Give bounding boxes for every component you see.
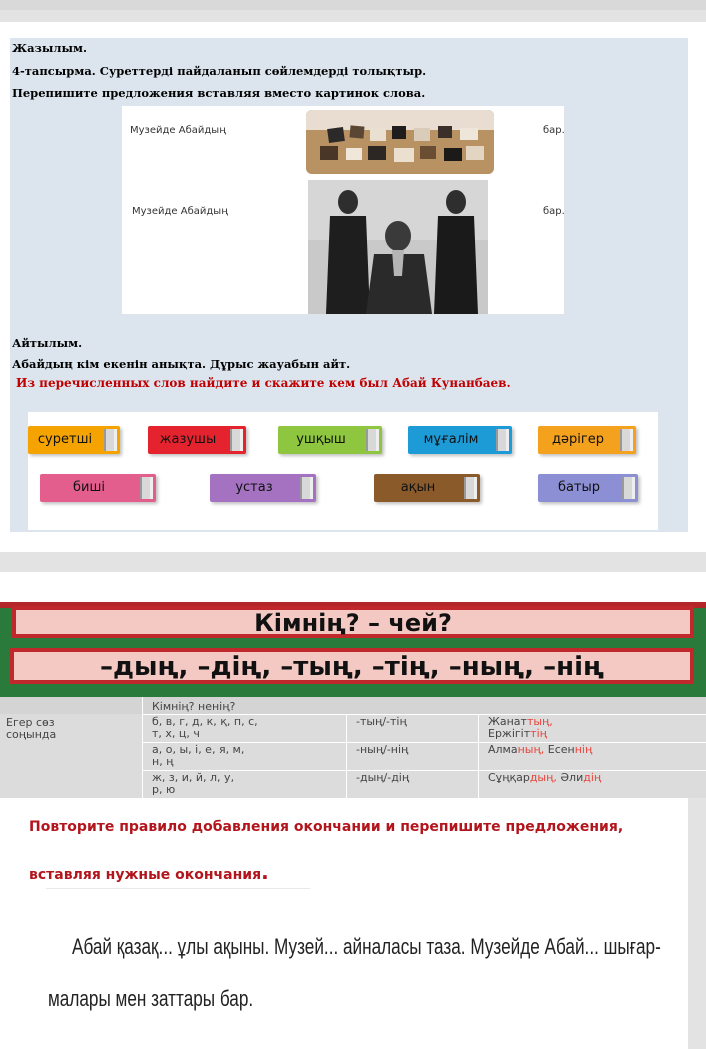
exercise-line1: Абай қазақ... ұлы ақыны. Музей... айналасы таза. Музейде Абай... шығар- (72, 934, 661, 959)
word-chip-label: батыр (557, 480, 601, 495)
example-stem: Алма (488, 743, 518, 756)
instruction-line1: Повторите правило добавления окончании и перепишите предложения, (29, 819, 624, 835)
speaking-heading: Айтылым. (12, 336, 83, 350)
word-chip-label: суретші (37, 432, 93, 447)
row-letters: б, в, г, д, к, қ, п, с, (152, 715, 258, 728)
abai-historical-photo (308, 180, 488, 314)
example-ending: ның, (517, 743, 545, 756)
task4-ru: Перепишите предложения вставляя вместо картинок слова. (12, 86, 426, 100)
row-letters: р, ю (152, 783, 176, 796)
row-example (488, 744, 592, 755)
word-chip-label: ақын (400, 480, 436, 495)
divider (0, 798, 706, 799)
sentence1-end: бар. (543, 125, 565, 136)
row-example (488, 716, 553, 727)
instruction-line2 (29, 860, 269, 884)
word-chip-label: жазушы (159, 432, 217, 447)
chip-tab (620, 429, 630, 451)
chip-tab (632, 477, 635, 499)
word-chip[interactable] (210, 474, 316, 502)
chip-tab (300, 477, 310, 499)
row-suffix: -тың/-тің (356, 715, 407, 728)
row-suffix: -ның/-нің (356, 743, 409, 756)
example-stem: Сұңқар (488, 771, 530, 784)
chip-tab (240, 429, 243, 451)
example-ending: тің (530, 727, 547, 740)
sentence1-start: Музейде Абайдың (130, 125, 226, 136)
grammar-table (0, 697, 706, 798)
word-chip[interactable] (40, 474, 156, 502)
grammar-endings: –дың, –дің, –тың, –тің, –ның, –нің (10, 648, 694, 684)
word-chip-label: устаз (235, 480, 273, 495)
row-letters: т, х, ц, ч (152, 727, 200, 740)
chip-tab (114, 429, 117, 451)
example-stem: Есен (544, 743, 575, 756)
row-suffix: -дың/-дің (356, 771, 410, 784)
instruction-line2-dot: . (261, 860, 269, 884)
word-chip[interactable] (408, 426, 512, 454)
table-header: Кімнің? ненің? (152, 700, 236, 713)
chip-tab (506, 429, 509, 451)
chip-tab (310, 477, 313, 499)
top-divider (0, 0, 706, 10)
task2-ru: Из перечисленных слов найдите и скажите кем был Абай Кунанбаев. (16, 376, 511, 390)
word-chip-label: мұғалім (423, 432, 479, 447)
word-chip[interactable] (538, 426, 636, 454)
row-example (488, 728, 547, 739)
example-stem: Жанат (488, 715, 527, 728)
museum-exhibit-photo (306, 110, 494, 174)
task2-kz: Абайдың кім екенін анықта. Дұрыс жауабын айт. (12, 357, 351, 371)
chip-tab (230, 429, 240, 451)
chip-tab (376, 429, 379, 451)
word-chip[interactable] (148, 426, 246, 454)
word-chip-label: ушқыш (296, 432, 346, 447)
chip-tab (474, 477, 477, 499)
chip-tab (140, 477, 150, 499)
row-letters: ж, з, и, й, л, у, (152, 771, 235, 784)
example-ending: нің (574, 743, 593, 756)
chip-tab (496, 429, 506, 451)
chip-tab (630, 429, 633, 451)
margin (0, 572, 14, 602)
word-chip[interactable] (538, 474, 638, 502)
example-ending: дың, (529, 771, 557, 784)
word-chip-label: дәрігер (552, 432, 604, 447)
exercise-line2: малары мен заттары бар. (48, 986, 254, 1011)
row-letters: н, ң (152, 755, 174, 768)
example-stem: Әли (556, 771, 584, 784)
word-chip[interactable] (278, 426, 382, 454)
underline (46, 888, 310, 889)
chip-tab (622, 477, 632, 499)
row-letters: а, о, ы, і, е, я, м, (152, 743, 245, 756)
example-stem: Ержігіт (488, 727, 531, 740)
instruction-line2-text: вставляя нужные окончания (29, 867, 262, 883)
row-label-line1: Егер сөз (6, 716, 55, 729)
example-ending: тың, (526, 715, 553, 728)
sentence2-end: бар. (543, 206, 565, 217)
example-ending: дің (583, 771, 602, 784)
word-chip-label: биші (73, 480, 105, 495)
writing-heading: Жазылым. (12, 41, 88, 55)
chip-tab (104, 429, 114, 451)
chip-tab (366, 429, 376, 451)
task4-kz: 4-тапсырма. Суреттерді пайдаланып сөйлемдерді толықтыр. (12, 64, 427, 78)
sentence2-start: Музейде Абайдың (132, 206, 228, 217)
right-gutter (688, 798, 706, 1049)
chip-tab (150, 477, 153, 499)
row-example (488, 772, 601, 783)
chip-tab (464, 477, 474, 499)
word-chip[interactable] (28, 426, 120, 454)
grammar-title: Кімнің? – чей? (12, 606, 694, 638)
row-label-line2: соңында (6, 728, 57, 741)
word-chip[interactable] (374, 474, 480, 502)
